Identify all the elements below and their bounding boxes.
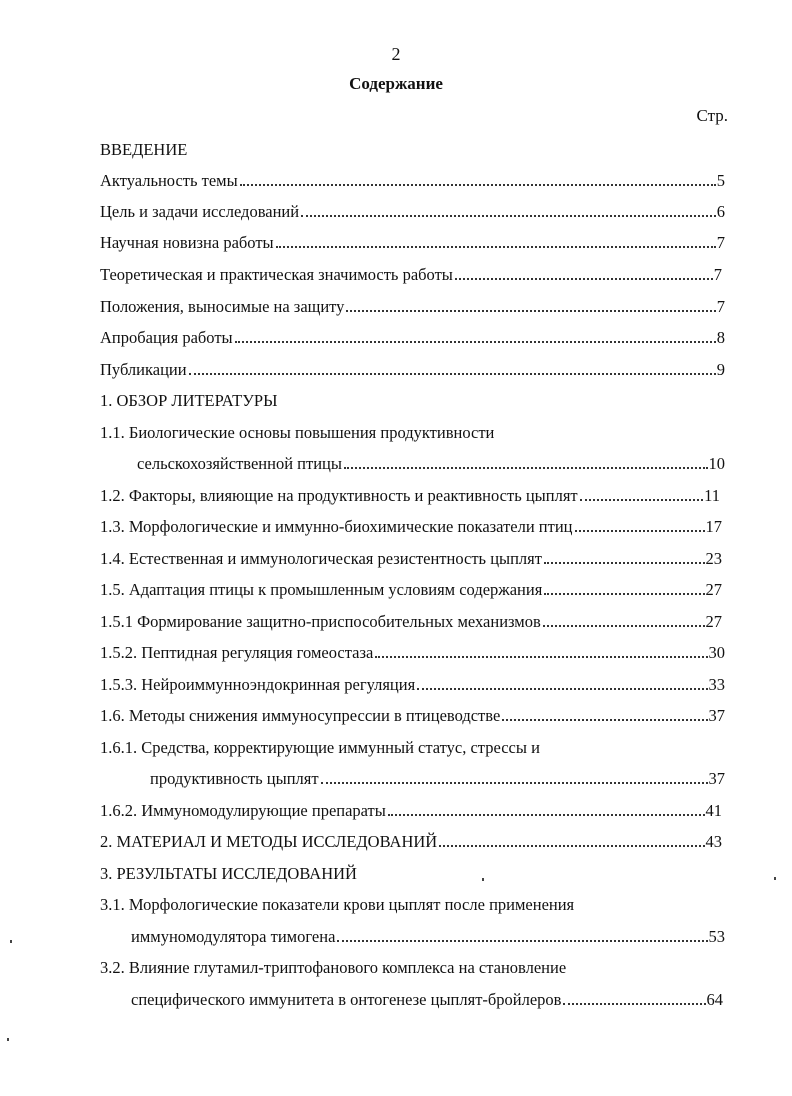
page-column-label: Стр. bbox=[696, 106, 728, 125]
toc-entry-title: 2. МАТЕРИАЛ И МЕТОДЫ ИССЛЕДОВАНИЙ bbox=[100, 832, 438, 851]
toc-entry[interactable] bbox=[131, 990, 723, 1014]
toc-entry[interactable] bbox=[100, 265, 722, 289]
toc-heading-results: 3. РЕЗУЛЬТАТЫ ИССЛЕДОВАНИЙ bbox=[100, 864, 357, 883]
toc-entry-title: 1.6. Методы снижения иммуносупрессии в птицеводстве bbox=[100, 706, 501, 725]
dot-leader bbox=[580, 498, 703, 501]
dot-leader bbox=[575, 529, 705, 532]
toc-entry-page: 11 bbox=[704, 486, 720, 505]
dot-leader bbox=[301, 214, 716, 217]
toc-entry[interactable] bbox=[100, 643, 725, 667]
toc-entry[interactable] bbox=[100, 171, 725, 195]
toc-entry-page: 6 bbox=[716, 202, 725, 221]
dot-leader bbox=[346, 309, 715, 312]
toc-entry-page: 5 bbox=[716, 171, 725, 190]
toc-entry-title: 3.2. Влияние глутамил-триптофанового комплекса на становление bbox=[100, 958, 567, 977]
toc-entry-page: 7 bbox=[716, 233, 725, 252]
toc-entry[interactable] bbox=[100, 801, 722, 825]
dot-leader bbox=[235, 340, 716, 343]
scan-speck bbox=[482, 878, 484, 881]
toc-entry[interactable] bbox=[100, 233, 725, 257]
toc-entry-page: 37 bbox=[708, 706, 725, 725]
page-title: Содержание bbox=[349, 74, 443, 93]
dot-leader bbox=[375, 655, 707, 658]
page-number: 2 bbox=[391, 44, 401, 64]
toc-entry-page: 33 bbox=[708, 675, 725, 694]
scan-speck bbox=[7, 1038, 9, 1041]
toc-entry[interactable] bbox=[150, 769, 725, 793]
toc-entry-title: 1.4. Естественная и иммунологическая резистентность цыплят bbox=[100, 549, 542, 568]
toc-entry[interactable] bbox=[100, 328, 725, 352]
toc-entry-title: 1.5.1 Формирование защитно-приспособительных механизмов bbox=[100, 612, 541, 631]
toc-entry-page: 8 bbox=[716, 328, 725, 347]
toc-entry-title: Публикации bbox=[100, 360, 187, 379]
toc-entry-page: 7 bbox=[713, 265, 722, 284]
toc-entry-title: 3.1. Морфологические показатели крови цыплят после применения bbox=[100, 895, 575, 914]
toc-entry-title: 1.3. Морфологические и иммунно-биохимические показатели птиц bbox=[100, 517, 573, 536]
toc-entry[interactable] bbox=[100, 612, 722, 636]
toc-entry-page: 7 bbox=[716, 297, 725, 316]
toc-entry-title: Теоретическая и практическая значимость работы bbox=[100, 265, 453, 284]
dot-leader bbox=[439, 844, 704, 847]
dot-leader bbox=[321, 781, 708, 784]
toc-entry-page: 30 bbox=[708, 643, 725, 662]
toc-entry-page: 43 bbox=[705, 832, 722, 851]
toc-entry[interactable] bbox=[100, 580, 722, 604]
dot-leader bbox=[563, 1002, 705, 1005]
toc-entry-page: 53 bbox=[708, 927, 725, 946]
toc-entry[interactable] bbox=[100, 706, 725, 730]
dot-leader bbox=[543, 624, 705, 627]
toc-entry-title: 1.5. Адаптация птицы к промышленным условиям содержания bbox=[100, 580, 543, 599]
toc-entry-title: 1.6.1. Средства, корректирующие иммунный статус, стрессы и bbox=[100, 738, 540, 757]
toc-entry[interactable] bbox=[131, 927, 725, 951]
toc-entry-page: 9 bbox=[716, 360, 725, 379]
toc-entry[interactable] bbox=[100, 202, 725, 226]
toc-entry[interactable] bbox=[100, 486, 720, 510]
toc-entry-title: 1.5.2. Пептидная регуляция гомеостаза bbox=[100, 643, 374, 662]
toc-entry-title: Актуальность темы bbox=[100, 171, 238, 190]
toc-entry-title: 1.1. Биологические основы повышения продуктивности bbox=[100, 423, 495, 442]
scan-speck bbox=[10, 940, 12, 943]
toc-entry-page: 10 bbox=[708, 454, 725, 473]
dot-leader bbox=[344, 466, 708, 469]
toc-entry-page: 17 bbox=[705, 517, 722, 536]
dot-leader bbox=[544, 592, 704, 595]
dot-leader bbox=[502, 718, 707, 721]
toc-entry-title: сельскохозяйственной птицы bbox=[137, 454, 342, 473]
toc-entry-page: 37 bbox=[708, 769, 725, 788]
toc-entry-title: Научная новизна работы bbox=[100, 233, 274, 252]
toc-entry-title: 1.6.2. Иммуномодулирующие препараты bbox=[100, 801, 386, 820]
dot-leader bbox=[417, 687, 707, 690]
dot-leader bbox=[455, 277, 713, 280]
toc-entry[interactable] bbox=[100, 675, 725, 699]
dot-leader bbox=[240, 183, 716, 186]
toc-entry-page: 64 bbox=[706, 990, 723, 1009]
dot-leader bbox=[189, 372, 716, 375]
toc-entry[interactable] bbox=[100, 360, 725, 384]
toc-entry-page: 23 bbox=[705, 549, 722, 568]
toc-entry-title: Апробация работы bbox=[100, 328, 233, 347]
toc-entry-title: специфического иммунитета в онтогенезе цыплят-бройлеров bbox=[131, 990, 562, 1009]
dot-leader bbox=[544, 561, 705, 564]
toc-entry[interactable] bbox=[100, 832, 722, 856]
dot-leader bbox=[337, 939, 707, 942]
toc-entry-page: 41 bbox=[705, 801, 722, 820]
toc-entry-page: 27 bbox=[705, 580, 722, 599]
scan-speck bbox=[774, 877, 776, 880]
toc-entry[interactable] bbox=[100, 517, 722, 541]
toc-entry-title: 1.2. Факторы, влияющие на продуктивность и реактивность цыплят bbox=[100, 486, 578, 505]
toc-entry-title: продуктивность цыплят bbox=[150, 769, 319, 788]
toc-entry-title: Положения, выносимые на защиту bbox=[100, 297, 345, 316]
dot-leader bbox=[388, 813, 705, 816]
toc-entry-title: 1.5.3. Нейроиммунноэндокринная регуляция bbox=[100, 675, 416, 694]
toc-entry[interactable] bbox=[100, 549, 722, 573]
toc-entry-page: 27 bbox=[705, 612, 722, 631]
toc-entry-title: иммуномодулятора тимогена bbox=[131, 927, 336, 946]
dot-leader bbox=[276, 245, 716, 248]
toc-entry[interactable] bbox=[100, 297, 725, 321]
toc-heading-literature-review: 1. ОБЗОР ЛИТЕРАТУРЫ bbox=[100, 391, 278, 410]
toc-entry[interactable] bbox=[137, 454, 725, 478]
toc-heading-introduction: ВВЕДЕНИЕ bbox=[100, 140, 188, 159]
toc-entry-title: Цель и задачи исследований bbox=[100, 202, 300, 221]
